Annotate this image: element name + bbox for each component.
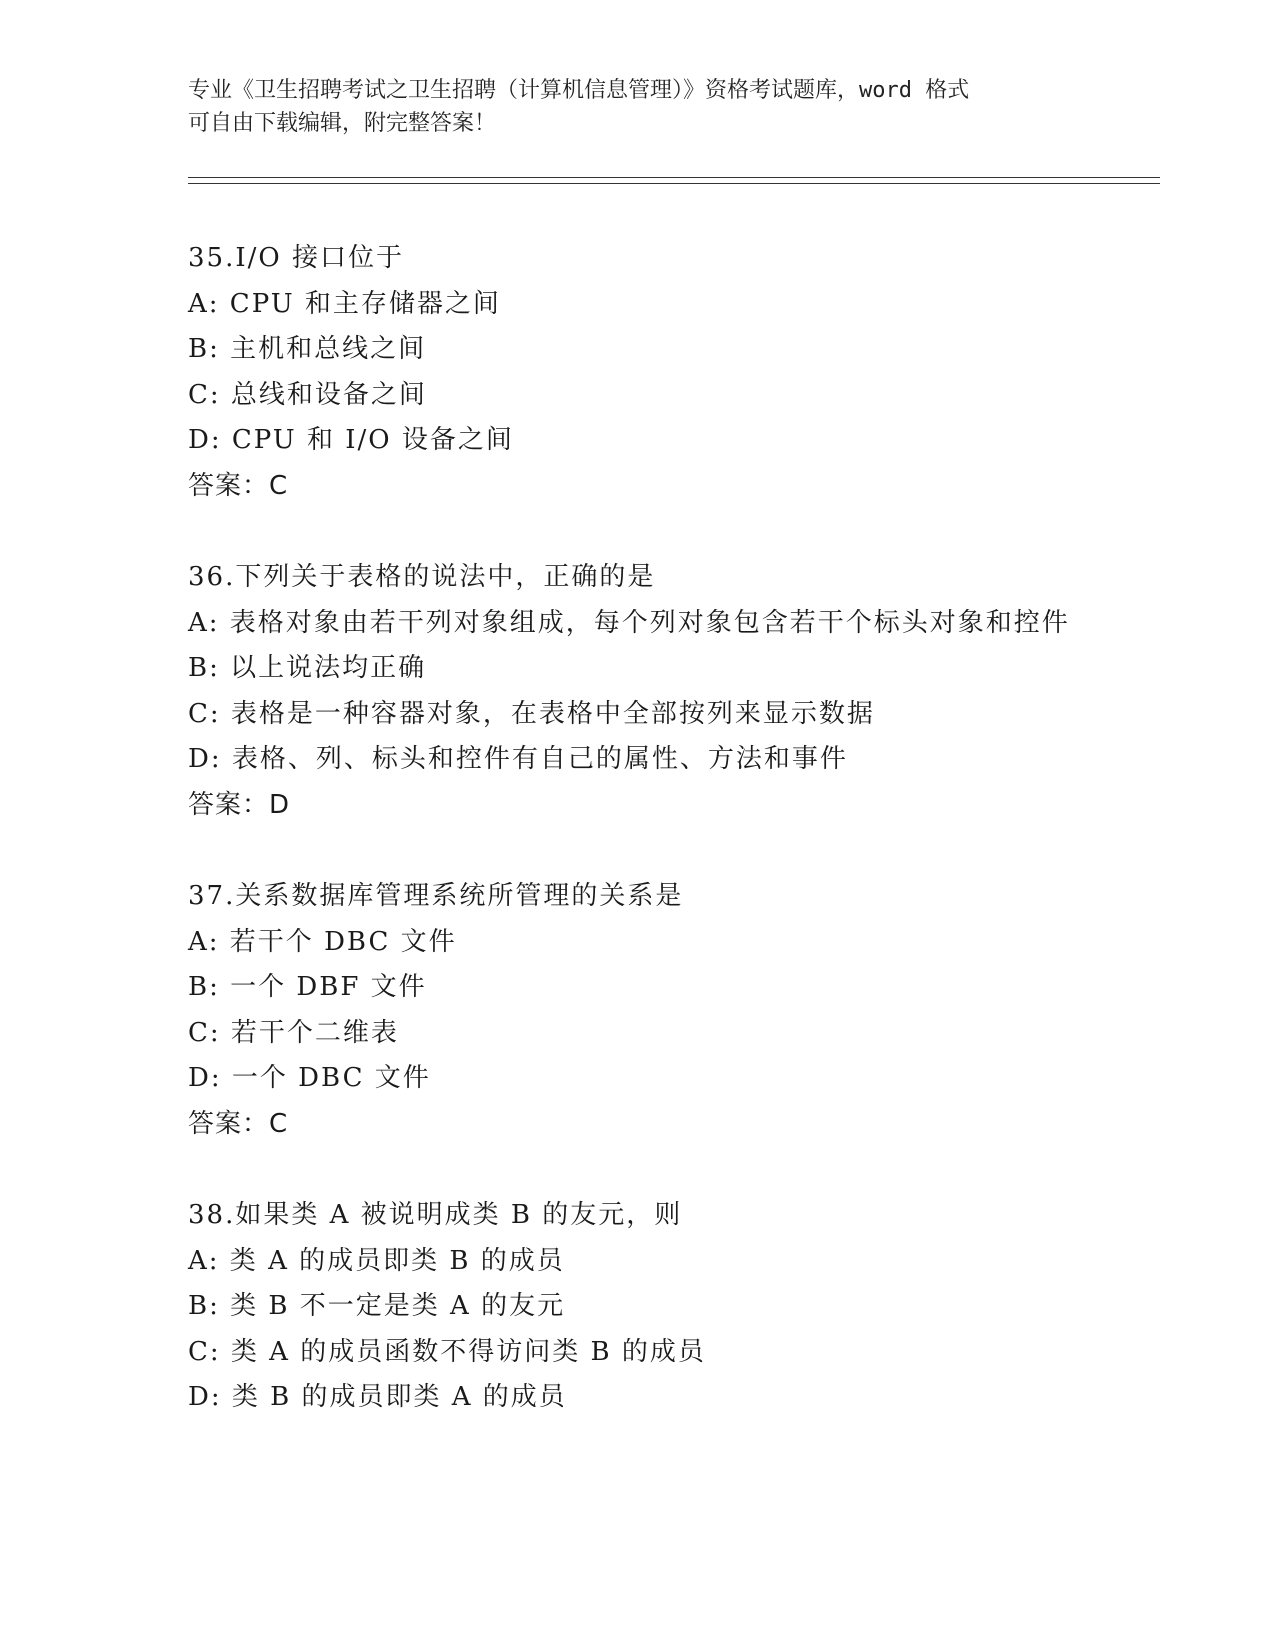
question-36 [188, 555, 1088, 828]
question-list [188, 236, 1088, 1467]
option-d: D: 表格、列、标头和控件有自己的属性、方法和事件 [188, 744, 848, 774]
option-c: C: 表格是一种容器对象，在表格中全部按列来显示数据 [188, 698, 875, 729]
option-d: D: 一个 DBC 文件 [188, 1063, 431, 1093]
document-header [188, 74, 1088, 140]
question-stem: 37.关系数据库管理系统所管理的关系是 [188, 881, 684, 911]
option-a: A: CPU 和主存储器之间 [188, 288, 501, 319]
option-c: C: 若干个二维表 [188, 1017, 399, 1048]
option-a: A: 类 A 的成员即类 B 的成员 [188, 1245, 565, 1276]
option-b: B: 类 B 不一定是类 A 的友元 [188, 1291, 566, 1321]
option-c: C: 总线和设备之间 [188, 379, 427, 410]
question-37 [188, 874, 1088, 1147]
option-b: B: 以上说法均正确 [188, 653, 427, 683]
option-c: C: 类 A 的成员函数不得访问类 B 的成员 [188, 1336, 706, 1367]
header-divider-bottom [188, 183, 1160, 184]
answer-line: 答案：D [188, 789, 291, 820]
question-38 [188, 1193, 1088, 1421]
answer-line: 答案：C [188, 470, 289, 501]
question-stem: 35.I/O 接口位于 [188, 243, 404, 273]
option-b: B: 一个 DBF 文件 [188, 972, 427, 1002]
question-stem: 36.下列关于表格的说法中，正确的是 [188, 562, 656, 592]
header-line-1: 专业《卫生招聘考试之卫生招聘（计算机信息管理）》资格考试题库，word 格式 [188, 78, 970, 103]
question-35 [188, 236, 1088, 509]
option-d: D: 类 B 的成员即类 A 的成员 [188, 1382, 567, 1412]
option-b: B: 主机和总线之间 [188, 334, 427, 364]
option-a: A: 表格对象由若干列对象组成，每个列对象包含若干个标头对象和控件 [188, 607, 1070, 638]
option-d: D: CPU 和 I/O 设备之间 [188, 425, 514, 455]
header-divider-top [188, 177, 1160, 178]
header-line-2: 可自由下载编辑，附完整答案！ [188, 111, 497, 136]
answer-line: 答案：C [188, 1108, 289, 1139]
option-a: A: 若干个 DBC 文件 [188, 926, 457, 957]
question-stem: 38.如果类 A 被说明成类 B 的友元，则 [188, 1200, 683, 1230]
